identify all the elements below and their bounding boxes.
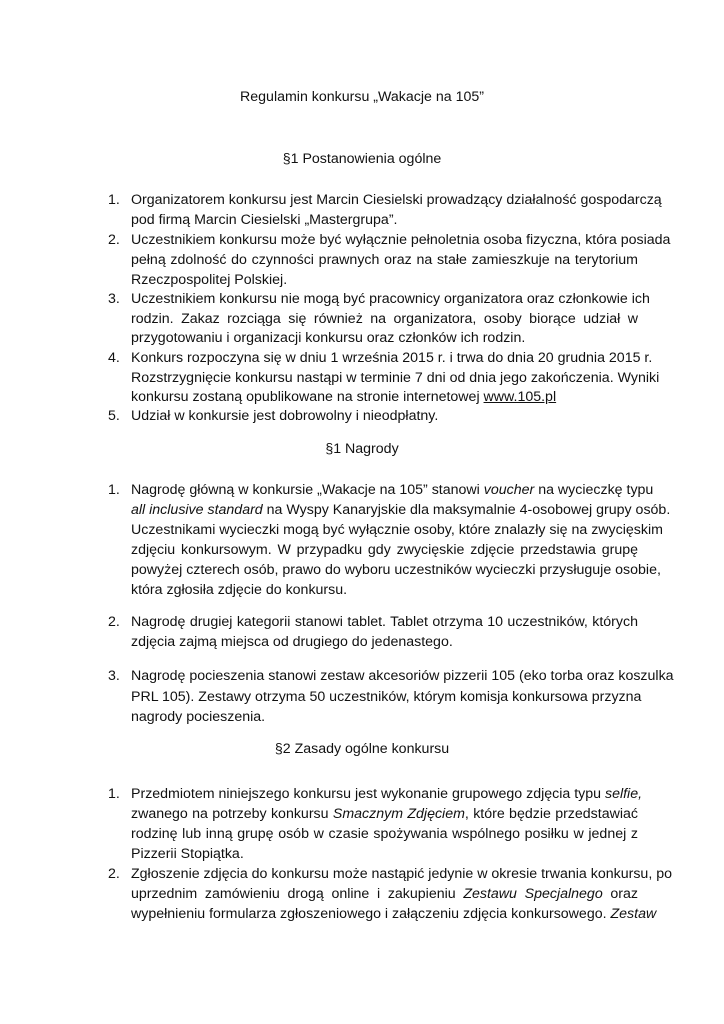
item-text-line: Uczestnikiem konkursu może być wyłącznie pełnoletnia osoba fizyczna, która posiada [131,232,671,248]
item-text-line: zdjęciu konkursowym. W przypadku gdy zwycięskie zdjęcie przedstawia grupę [131,542,638,558]
item-number: 4. [108,350,120,366]
item-text: zwanego na potrzeby konkursu [131,806,333,822]
section-heading-postanowienia: §1 Postanowienia ogólne [282,151,442,167]
item-text-line: Uczestnikami wycieczki mogą być wyłącznie osoby, które znalazły się na zwycięskim [131,522,663,538]
item-text-line: która zgłosiła zdjęcie do konkursu. [131,582,348,598]
item-text-line: Rzeczpospolitej Polskiej. [131,272,288,288]
item-number: 2. [108,232,120,248]
item-text: Przedmiotem niniejszego konkursu jest wykonanie grupowego zdjęcia typu [131,786,605,802]
item-text-line: Udział w konkursie jest dobrowolny i nieodpłatny. [131,408,439,424]
item-number: 3. [108,291,120,307]
item-text: konkursu zostaną opublikowane na stronie internetowej [131,389,484,405]
item-number: 1. [108,482,120,498]
item-text: oraz [602,886,638,902]
item-text-italic: all inclusive standard [131,502,263,518]
item-text-line [131,906,657,922]
item-text-line [131,786,643,802]
item-text-line: pełną zdolność do czynności prawnych oraz na stałe zamieszkuje na terytorium [131,252,638,268]
item-text-italic: selfie, [604,786,643,802]
item-text-line [131,886,638,902]
item-number: 5. [108,408,120,424]
item-text-line: nagrody pocieszenia. [131,709,266,725]
item-text: Nagrodę główną w konkursie „Wakacje na 105” stanowi [131,482,484,498]
item-text-line: pod firmą Marcin Ciesielski „Mastergrupa”. [131,212,398,228]
item-text-line: przygotowaniu i organizacji konkursu oraz członków ich rodzin. [131,330,526,346]
item-text: , które będzie przedstawiać [464,806,638,822]
item-text: na Wyspy Kanaryjskie dla maksymalnie 4-osobowej grupy osób. [262,502,671,518]
item-number: 3. [108,668,120,684]
item-text-italic: voucher [483,482,535,498]
item-text-line [131,389,638,405]
item-text-italic: Zestaw [610,906,657,922]
website-link[interactable]: www.105.pl [483,389,557,405]
item-text-line: PRL 105). Zestawy otrzyma 50 uczestników, którym komisja konkursowa przyzna [131,689,642,705]
item-text-line [131,502,671,518]
item-text-line: Pizzerii Stopiątka. [131,846,244,862]
item-number: 2. [108,614,120,630]
item-text-line [131,806,638,822]
item-text-line: Zgłoszenie zdjęcia do konkursu może nastąpić jedynie w okresie trwania konkursu, po [131,866,672,882]
item-text-line: Uczestnikiem konkursu nie mogą być pracownicy organizatora oraz członkowie ich [131,291,650,307]
item-text-line: zdjęcia zajmą miejsca od drugiego do jedenastego. [131,634,453,650]
item-text: na wycieczkę typu [534,482,654,498]
item-text-line: rodzinę lub inną grupę osób w czasie spożywania wspólnego posiłku w jednej z [131,826,638,842]
document-title: Regulamin konkursu „Wakacje na 105” [240,89,484,105]
item-number: 2. [108,866,120,882]
section-heading-nagrody: §1 Nagrody [325,441,399,457]
item-text-line: Organizatorem konkursu jest Marcin Ciesielski prowadzący działalność gospodarczą [131,192,662,208]
item-text-italic: Smacznym Zdjęciem [332,806,465,822]
item-text-line: rodzin. Zakaz rozciąga się również na organizatora, osoby biorące udział w [131,311,638,327]
item-text-line: powyżej czterech osób, prawo do wyboru uczestników wycieczki przysługuje osobie, [131,562,661,578]
item-text-italic: Zestawu Specjalnego [463,886,603,902]
section-heading-zasady: §2 Zasady ogólne konkursu [274,741,450,757]
item-text-line: Rozstrzygnięcie konkursu nastąpi w terminie 7 dni od dnia jego zakończenia. Wyniki [131,370,660,386]
item-text: uprzednim zamówieniu drogą online i zakupieniu [131,886,464,902]
item-number: 1. [108,786,120,802]
item-text: wypełnieniu formularza zgłoszeniowego i załączeniu zdjęcia konkursowego. [131,906,611,922]
item-number: 1. [108,192,120,208]
item-text-line [131,482,654,498]
item-text-line: Nagrodę drugiej kategorii stanowi tablet. Tablet otrzyma 10 uczestników, których [131,614,638,630]
item-text-line: Konkurs rozpoczyna się w dniu 1 września 2015 r. i trwa do dnia 20 grudnia 2015 r. [131,350,653,366]
item-text-line: Nagrodę pocieszenia stanowi zestaw akcesoriów pizzerii 105 (eko torba oraz koszulka [131,668,674,684]
